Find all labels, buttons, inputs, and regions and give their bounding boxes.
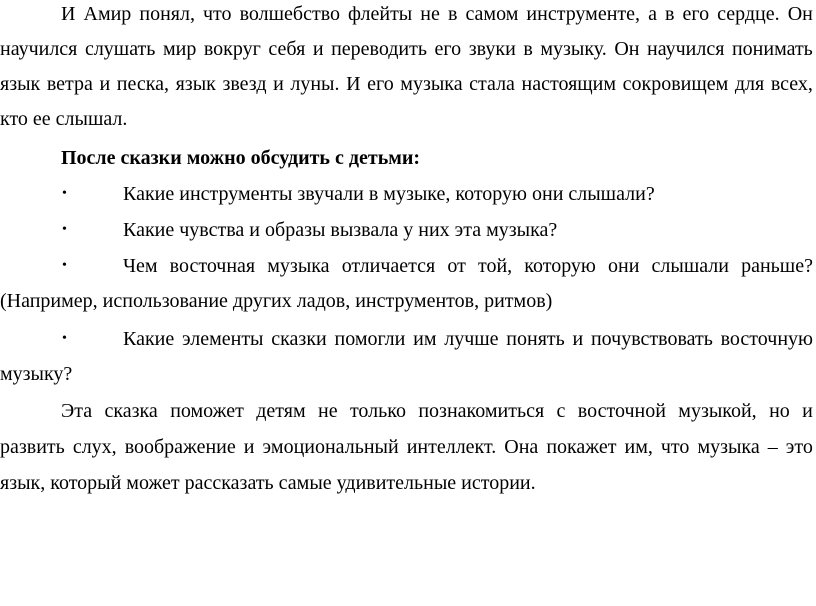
word: и [99, 73, 111, 95]
word: Она [504, 436, 539, 458]
word: покажет [546, 436, 617, 458]
word: и [273, 73, 284, 95]
word: научился [647, 38, 725, 60]
word: детям [256, 400, 306, 422]
word: самом [465, 3, 519, 25]
word: почувствовать [590, 328, 713, 350]
word: звезд [222, 73, 267, 95]
word: от [447, 255, 466, 277]
word: в [447, 3, 458, 25]
question-1-text: Какие инструменты звучали в музыке, которую они слышали? [123, 183, 655, 205]
word: отличается [341, 255, 436, 277]
word: музыка [400, 73, 463, 95]
word: сердце. [717, 3, 780, 25]
paragraph-1-line-4: кто ее слышал. [0, 108, 128, 130]
word: которую [524, 255, 596, 277]
bullet-icon: • [62, 222, 67, 237]
question-3-text-line-1 [123, 248, 813, 284]
word: Амир [83, 3, 132, 25]
word: и [243, 436, 255, 458]
word: вокруг [203, 38, 261, 60]
word: – [767, 436, 778, 458]
word: Чем [123, 255, 158, 277]
word: а [648, 3, 657, 25]
word: сказка [104, 400, 158, 422]
word: сказки [271, 328, 327, 350]
word: познакомиться [418, 400, 545, 422]
word: не [317, 400, 338, 422]
paragraph-1-line-2 [0, 31, 816, 67]
word: Какие [123, 328, 175, 350]
word: Он [614, 38, 640, 60]
word: помогли [334, 328, 406, 350]
word: музыка [267, 255, 330, 277]
bullet-icon: • [62, 331, 67, 346]
word: им [413, 328, 437, 350]
word: с [556, 400, 566, 422]
question-4-text-line-2: музыку? [0, 363, 73, 385]
word: его [434, 38, 462, 60]
word: понять [506, 328, 565, 350]
question-item-1 [0, 176, 816, 212]
question-2-text: Какие чувства и образы вызвала у них эта музыка? [123, 219, 558, 241]
word: интеллект. [406, 436, 497, 458]
word: всех, [770, 73, 813, 95]
word: стала [469, 73, 515, 95]
word: слышали [651, 255, 729, 277]
word: язык [175, 73, 216, 95]
word: ветра [46, 73, 93, 95]
word: мир [162, 38, 197, 60]
bullet-icon: • [62, 186, 67, 201]
question-item-2 [0, 212, 816, 248]
word: слушать [84, 38, 156, 60]
word: язык [0, 73, 41, 95]
word: это [785, 436, 813, 458]
word: сокровищем [622, 73, 729, 95]
word: раньше? [741, 255, 813, 277]
bullet-icon: • [62, 258, 67, 273]
word: слух, [72, 436, 117, 458]
word: что [660, 436, 690, 458]
word: научился [0, 38, 78, 60]
word: они [608, 255, 640, 277]
word: инструменте, [526, 3, 641, 25]
word: И [346, 73, 361, 95]
word: его [682, 3, 710, 25]
word: понимать [731, 38, 813, 60]
word: волшебство [239, 3, 340, 25]
word: восточная [169, 255, 256, 277]
word: музыкой, [678, 400, 757, 422]
word: переводить [331, 38, 427, 60]
word: его [367, 73, 394, 95]
word: И [61, 3, 76, 25]
word: Эта [61, 400, 93, 422]
word: поможет [170, 400, 244, 422]
word: не [420, 3, 440, 25]
word: в [665, 3, 675, 25]
word: Он [787, 3, 813, 25]
word: в [523, 38, 533, 60]
word: той, [477, 255, 513, 277]
word: для [734, 73, 765, 95]
word: элементы [182, 328, 264, 350]
question-3-text-line-2: (Например, использование других ладов, инструментов, ритмов) [0, 290, 553, 312]
word: понял, [139, 3, 195, 25]
paragraph-1-line-3 [0, 66, 816, 102]
word: музыку. [540, 38, 607, 60]
word: и [572, 328, 584, 350]
question-item-3 [0, 248, 816, 284]
paragraph-1-line-1 [0, 0, 816, 32]
paragraph-2-line-2 [0, 429, 816, 465]
word: восточную [720, 328, 813, 350]
word: настоящим [521, 73, 617, 95]
word: флейты [348, 3, 413, 25]
word: песка, [116, 73, 170, 95]
paragraph-2-line-3: язык, который может рассказать самые удивительные истории. [0, 472, 536, 494]
word: развить [0, 436, 65, 458]
word: себя [268, 38, 306, 60]
word: эмоциональный [262, 436, 399, 458]
word: луны. [290, 73, 340, 95]
word: звуки [468, 38, 516, 60]
word: музыка [697, 436, 760, 458]
word: восточной [577, 400, 666, 422]
word: и [312, 38, 324, 60]
word: им, [624, 436, 653, 458]
paragraph-2-line-1 [0, 393, 816, 429]
discussion-heading: После сказки можно обсудить с детьми: [61, 147, 421, 169]
word: лучше [444, 328, 499, 350]
word: воображение [124, 436, 236, 458]
question-4-text-line-1 [123, 321, 813, 357]
word: и [802, 400, 813, 422]
word: только [349, 400, 406, 422]
word: но [769, 400, 790, 422]
word: что [203, 3, 232, 25]
question-item-4 [0, 321, 816, 357]
